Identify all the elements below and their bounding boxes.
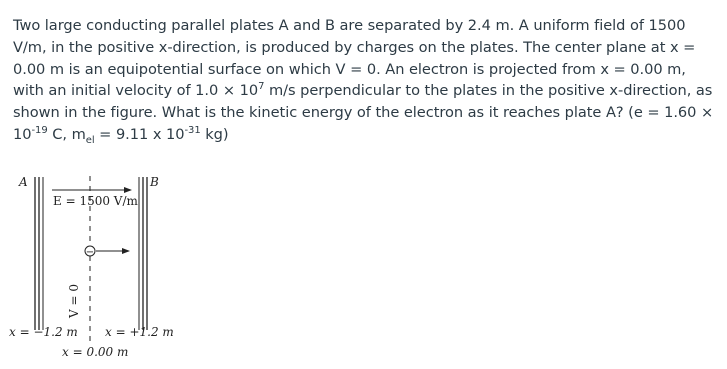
plate-a xyxy=(35,177,43,330)
potential-label: V = 0 xyxy=(67,284,81,318)
x-center-label: x = 0.00 m xyxy=(62,345,129,359)
electron-mass-subscript: el xyxy=(85,134,95,146)
x-right-label: x = +1.2 m xyxy=(105,325,174,339)
mass-exponent: -31 xyxy=(184,125,201,137)
question-text-part-1: Two large conducting parallel plates A and B are separated by 2.4 m. A uniform field of 1500 V/m, in the positive x-direction, is produced by charges on the plates. The center plane at x = 0.00 m is an equipotential surface on which V = 0. An electron is projected from x = 0.00 m, with an initial velocity of 1.0 × 10 xyxy=(13,17,696,100)
field-label: E = 1500 V/m xyxy=(53,194,138,208)
question-text-part-4: = 9.11 x 10 xyxy=(94,125,185,143)
question-text-part-3: C, m xyxy=(47,125,86,143)
question-text xyxy=(13,15,721,146)
plate-b xyxy=(139,177,147,330)
parallel-plates-figure xyxy=(0,170,200,369)
plate-b-label: B xyxy=(150,175,159,189)
plate-a-label: A xyxy=(19,175,28,189)
question-text-part-5: kg) xyxy=(200,125,229,143)
velocity-exponent: 7 xyxy=(258,81,265,93)
question-text-part-2: m/s perpendicular to the plates in the positive x-direction, as shown in the figure. What is the kinetic energy of the electron as it reaches plate A? (e = 1.60 × 10 xyxy=(13,82,714,143)
electron-charge-sign: − xyxy=(85,247,95,258)
parallel-plates-diagram xyxy=(0,170,200,369)
x-left-label: x = −1.2 m xyxy=(9,325,78,339)
charge-exponent: -19 xyxy=(31,125,48,137)
